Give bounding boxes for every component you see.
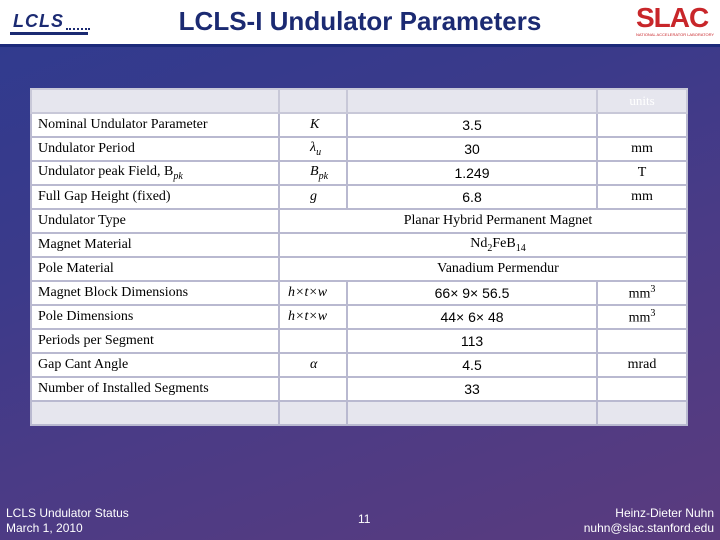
parameter-value: 33 xyxy=(347,377,597,401)
header-cell-parameter xyxy=(31,89,279,113)
parameter-symbol xyxy=(279,137,347,161)
table-header-row xyxy=(31,89,687,113)
formula-part: Nd xyxy=(470,236,488,252)
parameter-value: 30 xyxy=(347,137,597,161)
symbol-subscript: u xyxy=(316,146,322,158)
footer-right xyxy=(584,506,714,536)
footer-author: Heinz-Dieter Nuhn xyxy=(615,506,714,520)
formula-subscript: 14 xyxy=(515,242,526,254)
parameter-unit: mm xyxy=(597,185,687,209)
parameter-value: 113 xyxy=(347,329,597,353)
parameter-name: Undulator Period xyxy=(31,137,279,161)
slide-title: LCLS-I Undulator Parameters xyxy=(178,6,542,36)
slac-logo-text: SLAC xyxy=(636,2,709,33)
parameter-symbol: K xyxy=(279,113,347,137)
table-row xyxy=(31,305,687,329)
table-row xyxy=(31,329,687,353)
blank-cell xyxy=(279,401,347,425)
formula-part: B xyxy=(506,236,516,252)
parameter-symbol: g xyxy=(279,185,347,209)
symbol-main: B xyxy=(310,164,319,180)
parameter-unit: mm xyxy=(597,137,687,161)
table-row xyxy=(31,233,687,257)
symbol-subscript: pk xyxy=(318,170,329,182)
blank-cell xyxy=(347,401,597,425)
parameter-symbol: h×t×w xyxy=(279,281,347,305)
header-divider xyxy=(0,44,720,47)
formula-part: Fe xyxy=(492,236,507,252)
parameter-value xyxy=(279,233,687,257)
parameter-unit xyxy=(597,305,687,329)
parameter-unit xyxy=(597,281,687,305)
blank-cell xyxy=(597,401,687,425)
unit-main: mm xyxy=(628,286,651,302)
lcls-logo-text: LCLS xyxy=(13,11,64,31)
parameter-name: Full Gap Height (fixed) xyxy=(31,185,279,209)
parameter-unit xyxy=(597,329,687,353)
table-row xyxy=(31,257,687,281)
table-row xyxy=(31,209,687,233)
symbol-main: λ xyxy=(310,140,317,156)
slide-header xyxy=(0,0,720,44)
table-row xyxy=(31,281,687,305)
parameter-value: 44× 6× 48 xyxy=(347,305,597,329)
table-row xyxy=(31,161,687,185)
header-cell-units: units xyxy=(597,89,687,113)
parameter-value: 66× 9× 56.5 xyxy=(347,281,597,305)
parameter-symbol: h×t×w xyxy=(279,305,347,329)
parameter-value: Vanadium Permendur xyxy=(279,257,687,281)
parameter-value: 4.5 xyxy=(347,353,597,377)
unit-superscript: 3 xyxy=(650,283,656,295)
footer-date: March 1, 2010 xyxy=(6,521,83,535)
parameter-name: Periods per Segment xyxy=(31,329,279,353)
header-cell-value xyxy=(347,89,597,113)
parameter-name: Pole Dimensions xyxy=(31,305,279,329)
parameter-unit: T xyxy=(597,161,687,185)
parameter-name: Number of Installed Segments xyxy=(31,377,279,401)
parameter-symbol xyxy=(279,161,347,185)
parameter-value: 6.8 xyxy=(347,185,597,209)
parameter-name: Gap Cant Angle xyxy=(31,353,279,377)
footer-email: nuhn@slac.stanford.edu xyxy=(583,521,714,535)
table-blank-row xyxy=(31,401,687,425)
table-row xyxy=(31,353,687,377)
parameter-unit xyxy=(597,377,687,401)
page-number: 11 xyxy=(358,512,371,526)
parameter-name: Magnet Material xyxy=(31,233,279,257)
name-main: Undulator peak Field, B xyxy=(38,164,174,180)
parameter-unit: mrad xyxy=(597,353,687,377)
table-row xyxy=(31,377,687,401)
parameter-value: 3.5 xyxy=(347,113,597,137)
footer-presentation-title: LCLS Undulator Status xyxy=(6,506,129,520)
formula-subscript: 2 xyxy=(487,242,493,254)
table-row xyxy=(31,185,687,209)
unit-main: mm xyxy=(628,310,651,326)
header-cell-symbol xyxy=(279,89,347,113)
parameter-name: Undulator Type xyxy=(31,209,279,233)
table-row xyxy=(31,137,687,161)
parameter-name: Magnet Block Dimensions xyxy=(31,281,279,305)
parameter-value: Planar Hybrid Permanent Magnet xyxy=(279,209,687,233)
parameter-symbol xyxy=(279,329,347,353)
slac-logo-subtitle: NATIONAL ACCELERATOR LABORATORY xyxy=(636,32,715,37)
table-row xyxy=(31,113,687,137)
parameter-name: Nominal Undulator Parameter xyxy=(31,113,279,137)
parameter-symbol xyxy=(279,377,347,401)
unit-superscript: 3 xyxy=(650,307,656,319)
parameter-unit xyxy=(597,113,687,137)
undulator-parameters-table xyxy=(30,88,688,426)
slac-logo xyxy=(636,2,716,39)
parameter-name xyxy=(31,161,279,185)
footer-left xyxy=(6,506,129,536)
blank-cell xyxy=(31,401,279,425)
parameter-value: 1.249 xyxy=(347,161,597,185)
parameter-name: Pole Material xyxy=(31,257,279,281)
name-subscript: pk xyxy=(173,170,183,182)
parameter-symbol: α xyxy=(279,353,347,377)
